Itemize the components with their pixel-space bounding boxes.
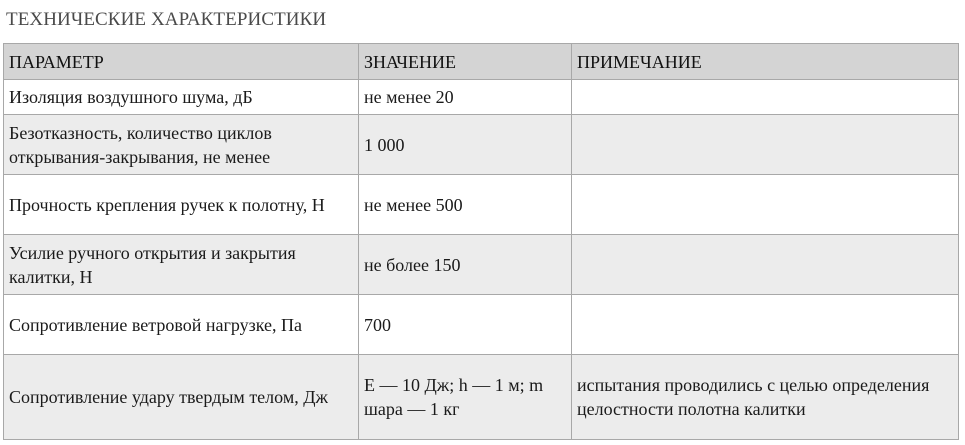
value-cell: не более 150 xyxy=(359,235,572,295)
param-cell: Безотказность, количество циклов открывания-закрывания, не менее xyxy=(4,115,359,175)
value-cell: Е — 10 Дж; h — 1 м; m шара — 1 кг xyxy=(359,355,572,440)
table-row xyxy=(4,80,959,115)
note-cell xyxy=(572,295,959,355)
param-cell: Сопротивление удару твердым телом, Дж xyxy=(4,355,359,440)
table-row xyxy=(4,355,959,440)
note-cell xyxy=(572,235,959,295)
value-cell: не менее 500 xyxy=(359,175,572,235)
page-title: ТЕХНИЧЕСКИЕ ХАРАКТЕРИСТИКИ xyxy=(6,9,327,30)
param-cell: Сопротивление ветровой нагрузке, Па xyxy=(4,295,359,355)
note-cell xyxy=(572,175,959,235)
note-cell xyxy=(572,115,959,175)
column-header-param: ПАРАМЕТР xyxy=(4,44,359,80)
spec-table xyxy=(3,43,959,440)
table-row xyxy=(4,175,959,235)
table-row xyxy=(4,115,959,175)
param-cell: Прочность крепления ручек к полотну, Н xyxy=(4,175,359,235)
column-header-note: ПРИМЕЧАНИЕ xyxy=(572,44,959,80)
param-cell: Усилие ручного открытия и закрытия калитки, Н xyxy=(4,235,359,295)
table-row xyxy=(4,235,959,295)
value-cell: 1 000 xyxy=(359,115,572,175)
note-cell xyxy=(572,80,959,115)
value-cell: 700 xyxy=(359,295,572,355)
note-cell: испытания проводились с целью определения целостности полотна калитки xyxy=(572,355,959,440)
value-cell: не менее 20 xyxy=(359,80,572,115)
table-header-row xyxy=(4,44,959,80)
table-row xyxy=(4,295,959,355)
param-cell: Изоляция воздушного шума, дБ xyxy=(4,80,359,115)
column-header-value: ЗНАЧЕНИЕ xyxy=(359,44,572,80)
